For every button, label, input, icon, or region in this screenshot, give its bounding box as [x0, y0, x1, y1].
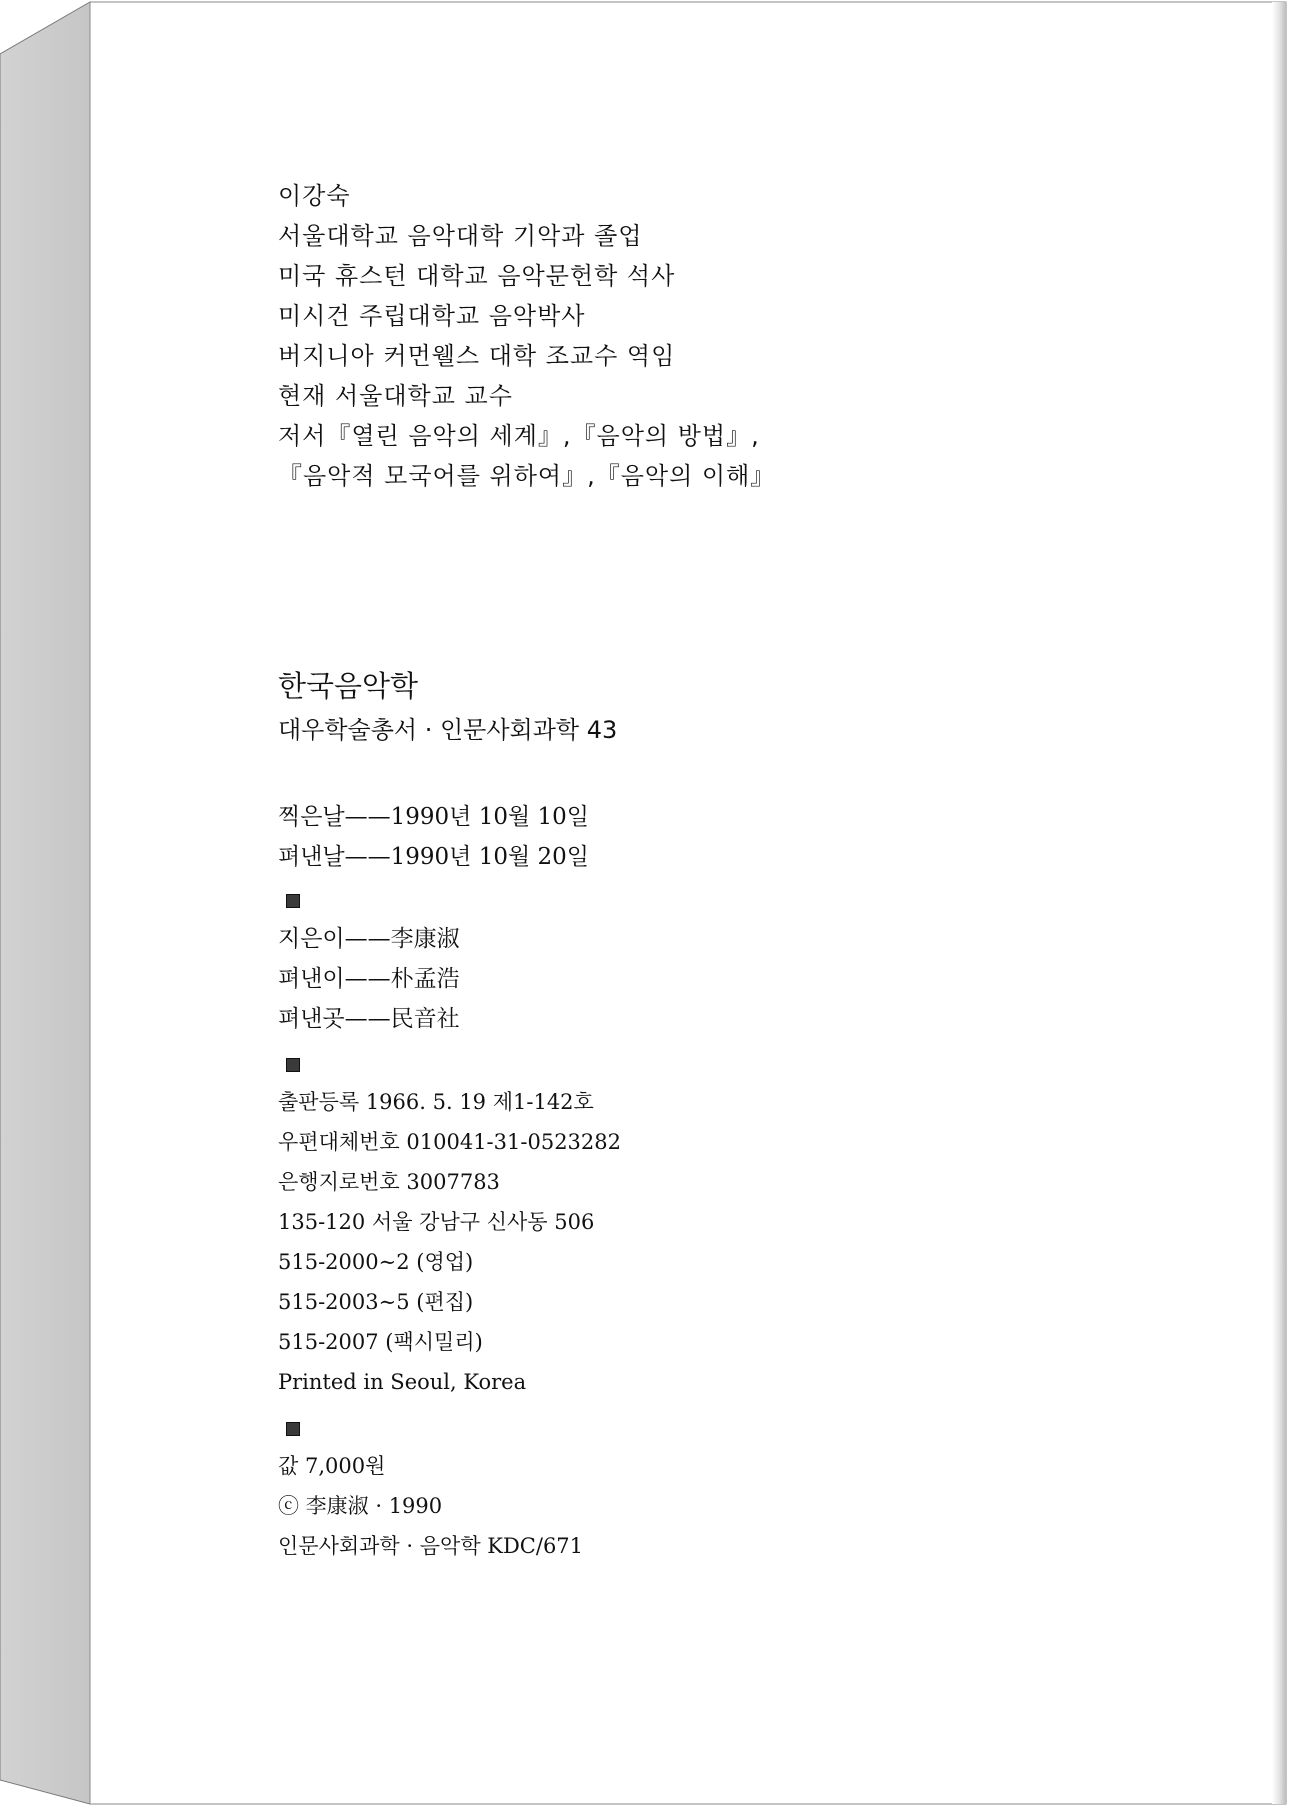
printed-date: 찍은날——1990년 10월 10일	[278, 804, 589, 830]
book-spine	[0, 2, 90, 1804]
bio-line: 미시건 주립대학교 음악박사	[278, 302, 586, 330]
price-line: 값 7,000원	[278, 1454, 386, 1478]
press-credit: 펴낸곳——民音社	[278, 1006, 460, 1032]
bio-line: 『음악적 모국어를 위하여』,『음악의 이해』	[278, 462, 776, 490]
author-name: 이강숙	[278, 182, 351, 210]
separator-square	[286, 1422, 300, 1436]
bio-line: 서울대학교 음악대학 기악과 졸업	[278, 222, 643, 250]
bio-line: 버지니아 커먼웰스 대학 조교수 역임	[278, 342, 676, 370]
separator-square	[286, 894, 300, 908]
bio-line: 저서『열린 음악의 세계』,『음악의 방법』,	[278, 422, 760, 450]
fax-line: 515-2007 (팩시밀리)	[278, 1330, 483, 1354]
registration-line: 은행지로번호 3007783	[278, 1170, 500, 1194]
copyright-line: ⓒ 李康淑 · 1990	[278, 1494, 443, 1518]
bio-line: 현재 서울대학교 교수	[278, 382, 513, 410]
registration-line: 우편대체번호 010041-31-0523282	[278, 1130, 621, 1154]
book-series: 대우학술총서 · 인문사회과학 43	[278, 716, 618, 744]
publisher-credit: 펴낸이——朴孟浩	[278, 966, 460, 992]
printed-in-line: Printed in Seoul, Korea	[278, 1370, 527, 1394]
registration-line: 출판등록 1966. 5. 19 제1-142호	[278, 1090, 594, 1114]
classification-line: 인문사회과학 · 음악학 KDC/671	[278, 1534, 584, 1558]
page-right-edge	[1272, 2, 1286, 1804]
book-title: 한국음악학	[278, 669, 419, 703]
author-credit: 지은이——李康淑	[278, 926, 460, 952]
published-date: 펴낸날——1990년 10월 20일	[278, 844, 589, 870]
separator-square	[286, 1058, 300, 1072]
address-line: 135-120 서울 강남구 신사동 506	[278, 1210, 595, 1234]
copyright-page	[90, 4, 1272, 1802]
bio-line: 미국 휴스턴 대학교 음악문헌학 석사	[278, 262, 676, 290]
phone-line: 515-2000∼2 (영업)	[278, 1250, 474, 1274]
phone-line: 515-2003∼5 (편집)	[278, 1290, 474, 1314]
